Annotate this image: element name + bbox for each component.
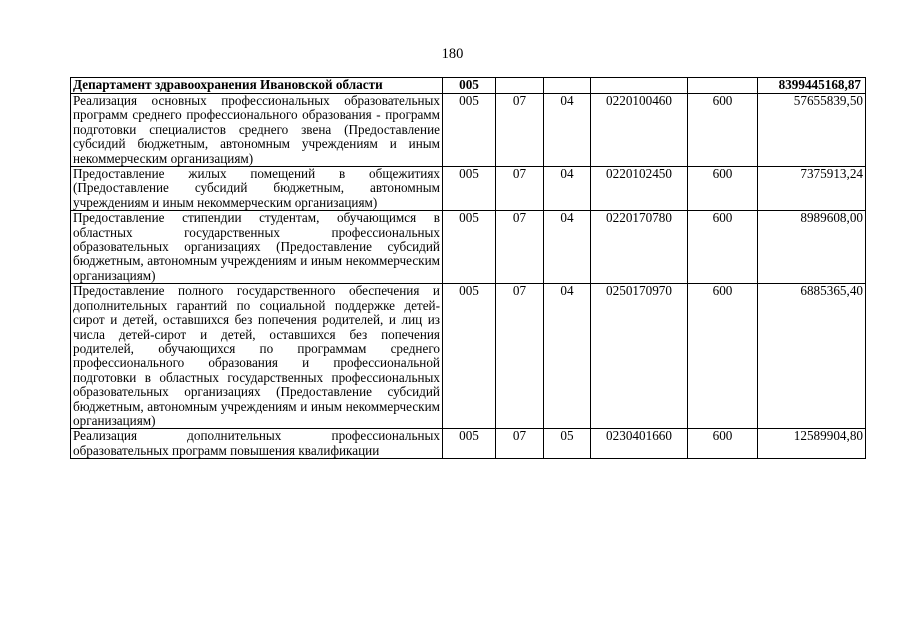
expense-type-code: 600 (688, 429, 758, 459)
target-article-code: 0220100460 (591, 94, 688, 167)
expense-type-code: 600 (688, 284, 758, 429)
section-code: 07 (496, 211, 544, 284)
target-article-code: 0220102450 (591, 167, 688, 211)
department-code: 005 (443, 78, 496, 94)
row-description: Предоставление стипендии студентам, обучающимся в областных государственных профессиональных образовательных организациях (Предоставление субсидий бюджетным, автономным учреждениям и иным некоммерческим организациям) (71, 211, 443, 284)
row-amount: 6885365,40 (758, 284, 866, 429)
section-code: 07 (496, 94, 544, 167)
expense-type-code: 600 (688, 211, 758, 284)
department-header-row (71, 78, 866, 94)
department-name: Департамент здравоохранения Ивановской области (71, 78, 443, 94)
subsection-code: 04 (544, 211, 591, 284)
subsection-code: 04 (544, 284, 591, 429)
row-description: Предоставление полного государственного обеспечения и дополнительных гарантий по социальной поддержке детей-сирот и детей, оставшихся без попечения родителей, и лиц из числа детей-сирот и детей, оставшихся без попечения родителей, обучающихся по программам среднего профессионального образования и профессиональной подготовки в областных государственных профессиональных образовательных организациях (Предоставление субсидий бюджетным, автономным учреждениям и иным некоммерческим организациям) (71, 284, 443, 429)
subsection-code: 04 (544, 94, 591, 167)
budget-table (70, 77, 866, 459)
page-number: 180 (441, 46, 464, 62)
row-description: Реализация дополнительных профессиональных образовательных программ повышения квалификации (71, 429, 443, 459)
section-code: 07 (496, 429, 544, 459)
row-description: Реализация основных профессиональных образовательных программ среднего профессионального образования - программ подготовки специалистов среднего звена (Предоставление субсидий бюджетным, автономным учреждениям и иным некоммерческим организациям) (71, 94, 443, 167)
table-row (71, 284, 866, 429)
row-amount: 12589904,80 (758, 429, 866, 459)
table-row (71, 94, 866, 167)
table-row (71, 429, 866, 459)
target-article-code: 0250170970 (591, 284, 688, 429)
ministry-code: 005 (443, 167, 496, 211)
subsection-code: 05 (544, 429, 591, 459)
target-article-code: 0230401660 (591, 429, 688, 459)
section-code: 07 (496, 167, 544, 211)
ministry-code: 005 (443, 284, 496, 429)
ministry-code: 005 (443, 94, 496, 167)
empty-cell (544, 78, 591, 94)
expense-type-code: 600 (688, 167, 758, 211)
empty-cell (688, 78, 758, 94)
row-amount: 7375913,24 (758, 167, 866, 211)
expense-type-code: 600 (688, 94, 758, 167)
row-amount: 8989608,00 (758, 211, 866, 284)
table-row (71, 167, 866, 211)
section-code: 07 (496, 284, 544, 429)
ministry-code: 005 (443, 211, 496, 284)
table-row (71, 211, 866, 284)
department-total: 8399445168,87 (758, 78, 866, 94)
empty-cell (591, 78, 688, 94)
row-amount: 57655839,50 (758, 94, 866, 167)
target-article-code: 0220170780 (591, 211, 688, 284)
subsection-code: 04 (544, 167, 591, 211)
empty-cell (496, 78, 544, 94)
ministry-code: 005 (443, 429, 496, 459)
row-description: Предоставление жилых помещений в общежитиях (Предоставление субсидий бюджетным, автономным учреждениям и иным некоммерческим организациям) (71, 167, 443, 211)
